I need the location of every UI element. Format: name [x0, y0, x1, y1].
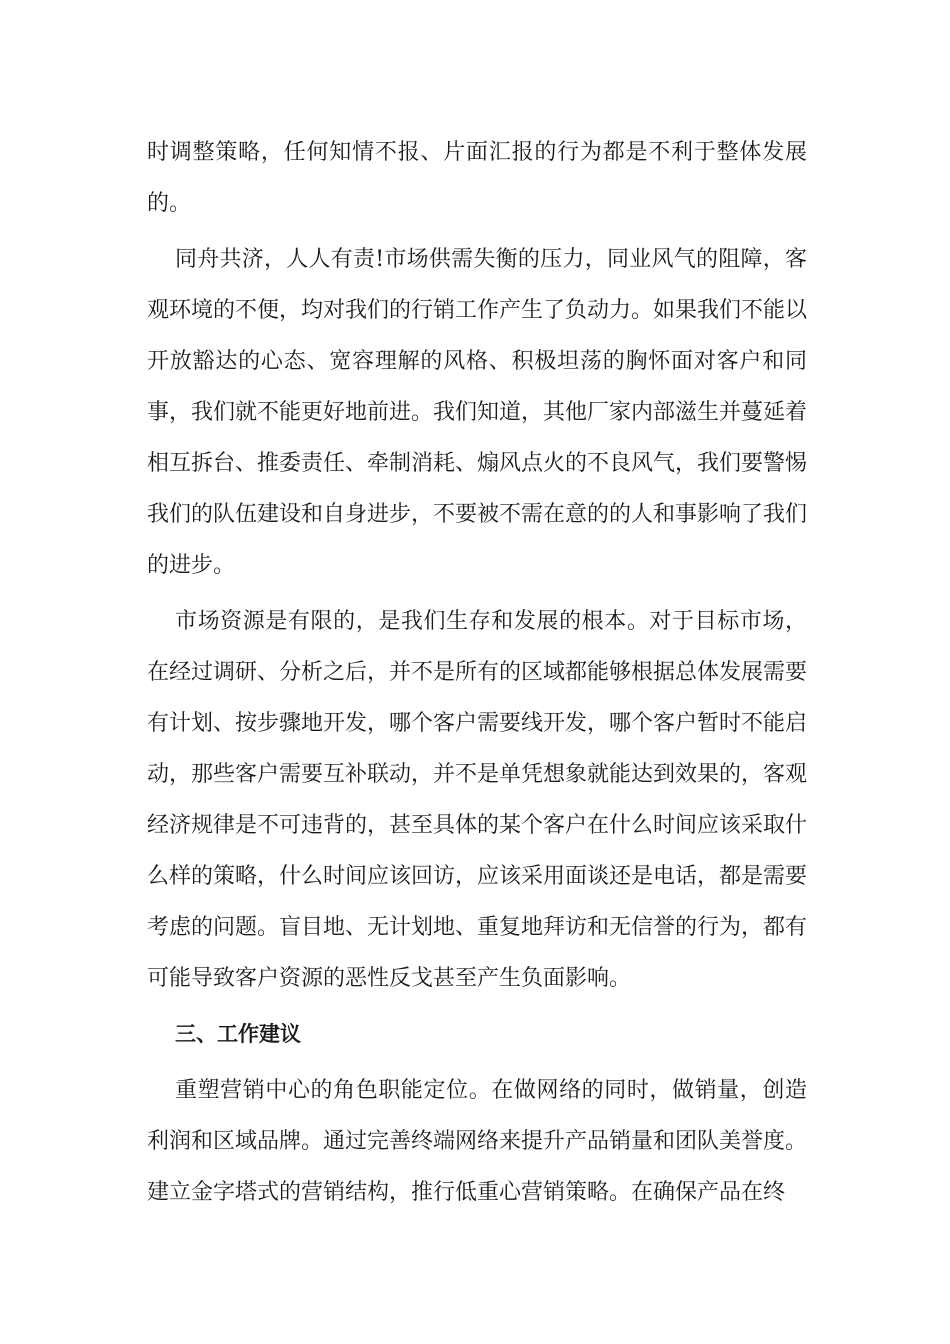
paragraph-market-resources: 市场资源是有限的，是我们生存和发展的根本。对于目标市场，在经过调研、分析之后，并不是所有的区域都能够根据总体发展需要有计划、按步骤地开发，哪个客户需要线开发，哪个客户暂时不能启动，那些客户需要互补联动，并不是单凭想象就能达到效果的，客观经济规律是不可违背的，甚至具体的某个客户在什么时间应该采取什么样的策略，什么时间应该回访，应该采用面谈还是电话，都是需要考虑的问题。盲目地、无计划地、重复地拜访和无信誉的行为，都有可能导致客户资源的恶性反戈甚至产生负面影响。	[147, 609, 808, 991]
paragraph-cooperation: 同舟共济，人人有责!市场供需失衡的压力，同业风气的阻障，客观环境的不便，均对我们的行销工作产生了负动力。如果我们不能以开放豁达的心态、宽容理解的风格、积极坦荡的胸怀面对客户和同事，我们就不能更好地前进。我们知道，其他厂家内部滋生并蔓延着相互拆台、推委责任、牵制消耗、煽风点火的不良风气，我们要警惕我们的队伍建设和自身进步，不要被不需在意的的人和事影响了我们的进步。	[147, 247, 808, 578]
section-heading: 三、工作建议	[175, 1022, 301, 1046]
paragraph-continuation: 时调整策略，任何知情不报、片面汇报的行为都是不利于整体发展的。	[147, 140, 807, 216]
document-body	[147, 127, 807, 1218]
paragraph-work-suggestions: 重塑营销中心的角色职能定位。在做网络的同时，做销量，创造利润和区域品牌。通过完善终端网络来提升产品销量和团队美誉度。建立金字塔式的营销结构，推行低重心营销策略。在确保产品在终	[147, 1078, 808, 1205]
